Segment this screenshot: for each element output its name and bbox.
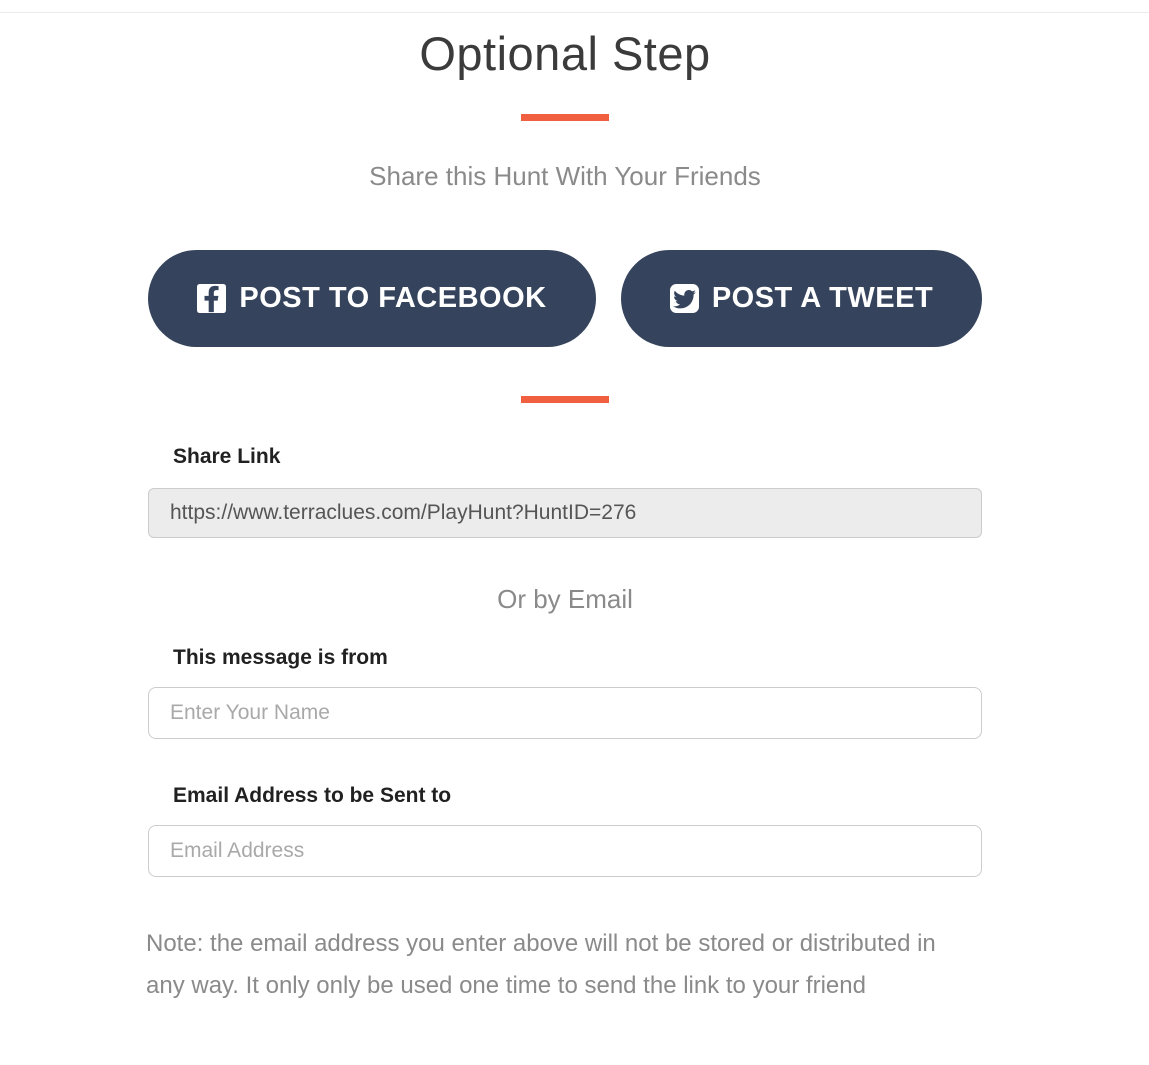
post-a-tweet-button[interactable] <box>621 250 982 347</box>
social-buttons-row <box>148 250 982 347</box>
share-panel <box>148 27 982 1037</box>
twitter-square-icon <box>670 284 699 313</box>
recipient-email-input[interactable] <box>148 825 982 877</box>
post-to-facebook-button[interactable] <box>148 250 596 347</box>
page-title: Optional Step <box>419 27 711 80</box>
share-link-input[interactable] <box>148 488 982 538</box>
privacy-note: Note: the email address you enter above will not be stored or distributed in any way. It only only be used one time to send the link to your friend <box>146 930 936 999</box>
accent-divider-bottom <box>521 396 609 403</box>
post-to-facebook-label: POST TO FACEBOOK <box>239 282 547 315</box>
post-a-tweet-label: POST A TWEET <box>711 282 934 315</box>
accent-divider-top <box>521 114 609 121</box>
share-link-label: Share Link <box>173 445 281 469</box>
top-divider <box>0 12 1149 13</box>
sender-name-input[interactable] <box>148 687 982 739</box>
share-subtitle: Share this Hunt With Your Friends <box>369 161 761 192</box>
facebook-square-icon <box>197 284 226 313</box>
message-from-label: This message is from <box>173 646 388 670</box>
email-address-label: Email Address to be Sent to <box>173 784 452 808</box>
or-by-email-text: Or by Email <box>497 584 633 615</box>
bottom-spacer <box>148 1007 982 1037</box>
